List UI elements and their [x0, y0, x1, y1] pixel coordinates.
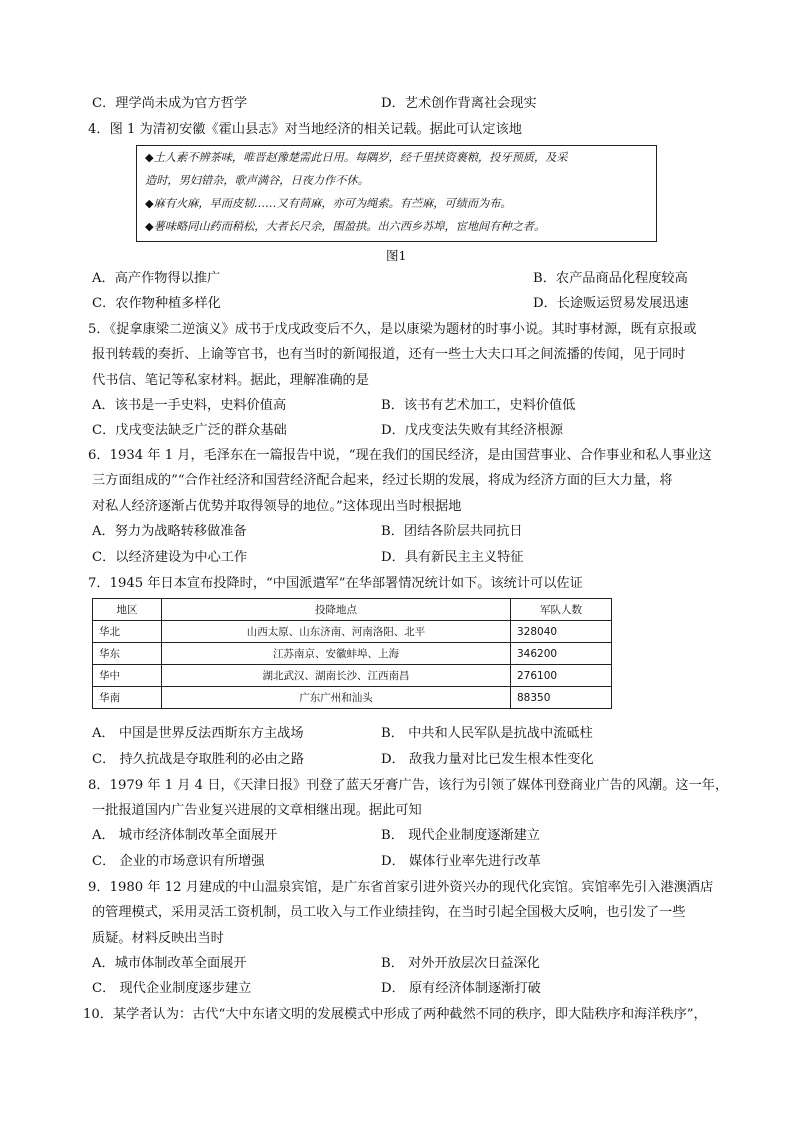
- q4-stem: 4．图 1 为清初安徽《霍山县志》对当地经济的相关记载。据此可认定该地: [88, 122, 522, 137]
- table-header-location: 投降地点: [162, 599, 511, 621]
- q5-option-d: D．戊戌变法失败有其经济根源: [381, 423, 564, 438]
- q4-option-d: D．长途贩运贸易发展迅速: [533, 296, 689, 311]
- q9-option-c: C． 现代企业制度逐步建立: [92, 981, 252, 996]
- table-cell: 山西太原、山东济南、河南洛阳、北平: [162, 621, 511, 643]
- table-header-row: [93, 599, 612, 621]
- table-header-region: 地区: [93, 599, 162, 621]
- q7-option-c: C． 持久抗战是夺取胜利的必由之路: [92, 752, 305, 767]
- q6-option-d: D．具有新民主主义特征: [381, 550, 524, 565]
- table-cell: 276100: [511, 665, 612, 687]
- q5-stem-line: 5．《捉拿康梁二逆演义》成书于戊戌政变后不久，是以康梁为题材的时事小说。其时事材源，既有京报或: [88, 322, 697, 337]
- q6-option-c: C．以经济建设为中心工作: [92, 550, 248, 565]
- table-cell: 湖北武汉、湖南长沙、江西南昌: [162, 665, 511, 687]
- q4-option-a: A．高产作物得以推广: [92, 271, 221, 286]
- q9-stem-line: 的管理模式，采用灵活工资机制，员工收入与工作业绩挂钩，在当时引起全国极大反响，也引发了一些: [92, 905, 686, 920]
- q8-option-c: C． 企业的市场意识有所增强: [92, 854, 265, 869]
- q9-stem-line: 质疑。材料反映出当时: [92, 931, 224, 946]
- q6-stem-line: 三方面组成的”“合作社经济和国营经济配合起来，经过长期的发展，将成为经济方面的巨大力量，将: [92, 473, 673, 488]
- q5-option-c: C．戊戌变法缺乏广泛的群众基础: [92, 423, 287, 438]
- q7-stem: 7．1945 年日本宣布投降时，“中国派遣军”在华部署情况统计如下。该统计可以佐证: [88, 576, 583, 591]
- q9-stem-line: 9．1980 年 12 月建成的中山温泉宾馆，是广东省首家引进外资兴办的现代化宾馆。宾馆率先引入港澳酒店: [88, 880, 714, 895]
- table-row: [93, 643, 612, 665]
- q5-stem-line: 报刊转载的奏折、上谕等官书，也有当时的新闻报道，还有一些士大夫口耳之间流播的传闻，见于同时: [92, 347, 686, 362]
- q5-stem-line: 代书信、笔记等私家材料。据此，理解准确的是: [92, 373, 369, 388]
- table-header-troops: 军队人数: [511, 599, 612, 621]
- q4-figure-line: 造时，男妇错杂，歌声满谷，日夜力作不休。: [145, 174, 369, 187]
- q5-option-a: A．该书是一手史料，史料价值高: [92, 398, 287, 413]
- q4-figure-box: [136, 145, 657, 242]
- q8-option-d: D． 媒体行业率先进行改革: [381, 854, 541, 869]
- table-row: [93, 621, 612, 643]
- q7-option-b: B． 中共和人民军队是抗战中流砥柱: [381, 726, 593, 741]
- q9-option-b: B． 对外开放层次日益深化: [381, 956, 540, 971]
- table-cell: 广东广州和汕头: [162, 687, 511, 709]
- table-cell: 88350: [511, 687, 612, 709]
- q6-option-a: A．努力为战略转移做准备: [92, 524, 247, 539]
- q4-option-b: B．农产品商品化程度较高: [533, 271, 688, 286]
- q8-stem-line: 8．1979 年 1 月 4 日，《天津日报》刊登了蓝天牙膏广告，该行为引领了媒体刊登商业广告的风潮。这一年，: [88, 778, 729, 793]
- q7-table: [92, 598, 612, 709]
- table-row: [93, 687, 612, 709]
- q4-option-c: C．农作物种植多样化: [92, 296, 221, 311]
- table-cell: 华南: [93, 687, 162, 709]
- table-cell: 346200: [511, 643, 612, 665]
- q9-option-d: D． 原有经济体制逐渐打破: [381, 981, 541, 996]
- table-cell: 华中: [93, 665, 162, 687]
- q8-option-a: A． 城市经济体制改革全面展开: [92, 828, 278, 843]
- q4-figure-caption: 图1: [386, 248, 407, 263]
- q3-option-d: D．艺术创作背离社会现实: [381, 96, 537, 111]
- table-cell: 328040: [511, 621, 612, 643]
- table-cell: 华北: [93, 621, 162, 643]
- q8-stem-line: 一批报道国内广告业复兴进展的文章相继出现。据此可知: [92, 803, 422, 818]
- q4-figure-line: ◆麻有火麻，早而皮韧……又有苘麻，亦可为绳索。有苎麻，可绩而为布。: [145, 197, 512, 210]
- q3-option-c: C．理学尚未成为官方哲学: [92, 96, 248, 111]
- q7-option-d: D． 敌我力量对比已发生根本性变化: [381, 752, 594, 767]
- q6-option-b: B．团结各阶层共同抗日: [381, 524, 523, 539]
- q9-option-a: A．城市体制改革全面展开: [92, 956, 247, 971]
- q4-figure-line: ◆薯味略同山药而稍松，大者长尺余，围盈拱。出六西乡苏埠，宦地间有种之者。: [145, 220, 546, 233]
- q7-option-a: A． 中国是世界反法西斯东方主战场: [92, 726, 304, 741]
- q10-stem: 10．某学者认为：古代“大中东诸文明的发展模式中形成了两种截然不同的秩序，即大陆秩序和海洋秩序”，: [83, 1007, 707, 1022]
- table-cell: 华东: [93, 643, 162, 665]
- q6-stem-line: 6．1934 年 1 月，毛泽东在一篇报告中说，“现在我们的国民经济，是由国营事业、合作事业和私人事业这: [88, 448, 712, 463]
- table-cell: 江苏南京、安徽蚌埠、上海: [162, 643, 511, 665]
- q6-stem-line: 对私人经济逐渐占优势并取得领导的地位。”这体现出当时根据地: [92, 499, 462, 514]
- q4-figure-line: ◆土人素不辨茶味，唯晋赵豫楚需此日用。每隅岁，经千里挟资裹粮，投牙预质，及采: [145, 151, 568, 164]
- q8-option-b: B． 现代企业制度逐渐建立: [381, 828, 540, 843]
- table-row: [93, 665, 612, 687]
- q5-option-b: B．该书有艺术加工，史料价值低: [381, 398, 576, 413]
